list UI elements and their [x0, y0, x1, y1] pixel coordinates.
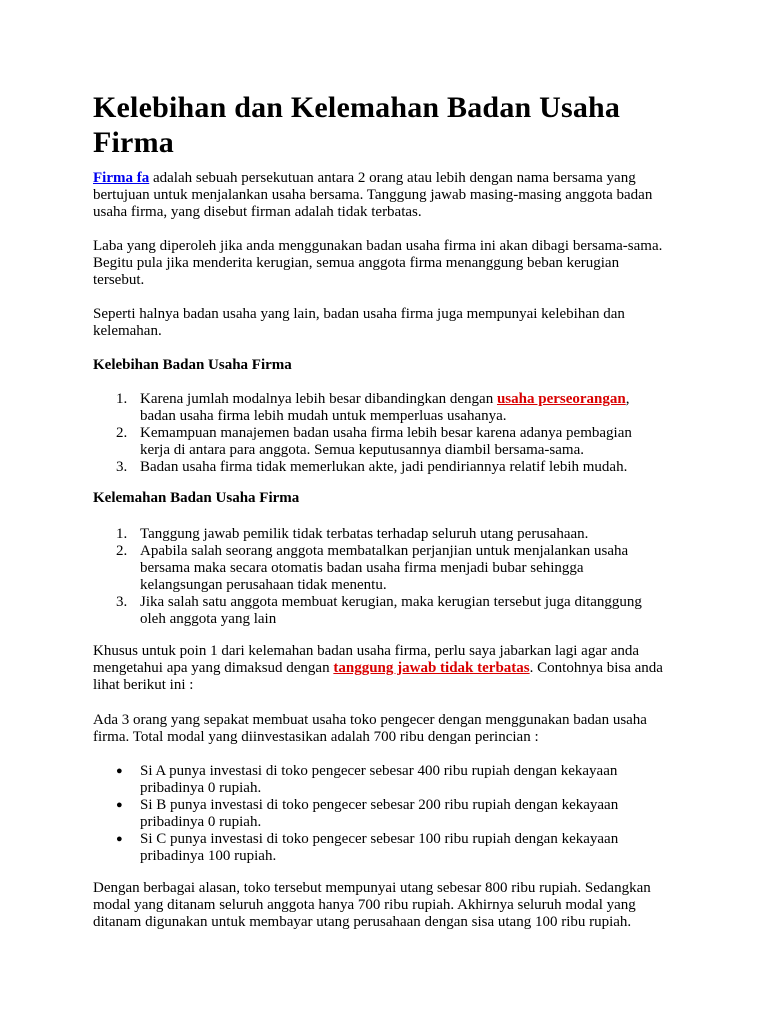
- intro-paragraph: [93, 170, 663, 221]
- bullet-item-3: [93, 831, 663, 865]
- khusus-text-after: . Contohnya bisa anda lihat berikut ini :: [93, 660, 663, 693]
- list-number: 3.: [116, 459, 128, 475]
- kelebihan-item-2: [93, 425, 663, 459]
- firma-link[interactable]: Firma fa: [93, 170, 150, 186]
- tanggung-jawab-link[interactable]: tanggung jawab tidak terbatas: [333, 660, 530, 676]
- seperti-paragraph: Seperti halnya badan usaha yang lain, badan usaha firma juga mempunyai kelebihan dan kelemahan.: [93, 306, 625, 339]
- bullet-item-2: [93, 797, 663, 831]
- kelebihan-item-1: [93, 391, 663, 425]
- list-item-text: Badan usaha firma tidak memerlukan akte, jadi pendiriannya relatif lebih mudah.: [140, 459, 628, 475]
- kelebihan-item-3: [93, 459, 663, 476]
- kelemahan-item-3: [93, 594, 663, 628]
- bullet-item-1: [93, 763, 663, 797]
- list-item-text: Tanggung jawab pemilik tidak terbatas terhadap seluruh utang perusahaan.: [140, 526, 589, 542]
- dengan-paragraph: Dengan berbagai alasan, toko tersebut mempunyai utang sebesar 800 ribu rupiah. Sedangkan modal yang ditanam seluruh anggota hanya 700 ribu rupiah. Akhirnya seluruh modal yang ditanam digunakan untuk membayar utang perusahaan dengan sisa utang 100 ribu rupiah.: [93, 880, 651, 930]
- list-number: 1.: [116, 391, 128, 407]
- list-number: 2.: [116, 425, 128, 441]
- list-number: 3.: [116, 594, 128, 610]
- list-item-text: Si C punya investasi di toko pengecer sebesar 100 ribu rupiah dengan kekayaan pribadinya 100 rupiah.: [140, 831, 619, 864]
- item-text-before: Karena jumlah modalnya lebih besar dibandingkan dengan: [140, 391, 497, 407]
- page-title: Kelebihan dan Kelemahan Badan Usaha Firma: [93, 91, 621, 159]
- list-item-text: Apabila salah seorang anggota membatalkan perjanjian untuk menjalankan usaha bersama maka secara otomatis badan usaha firma menjadi bubar sehingga kelangsungan perusahaan tidak menentu.: [140, 543, 629, 593]
- ada-paragraph: Ada 3 orang yang sepakat membuat usaha toko pengecer dengan menggunakan badan usaha firma. Total modal yang diinvestasikan adalah 700 ribu dengan perincian :: [93, 712, 647, 745]
- kelemahan-item-1: [93, 526, 663, 543]
- bullet-icon: ●: [116, 833, 123, 845]
- list-item-text: Si A punya investasi di toko pengecer sebesar 400 ribu rupiah dengan kekayaan pribadinya 0 rupiah.: [140, 763, 618, 796]
- intro-text: adalah sebuah persekutuan antara 2 orang atau lebih dengan nama bersama yang bertujuan untuk menjalankan usaha bersama. Tanggung jawab masing-masing anggota badan usaha firma, yang disebut firman adalah tidak terbatas.: [93, 170, 653, 220]
- laba-paragraph: Laba yang diperoleh jika anda menggunakan badan usaha firma ini akan dibagi bersama-sama. Begitu pula jika menderita kerugian, semua anggota firma menanggung beban kerugian tersebut.: [93, 238, 663, 288]
- item-text-after: , badan usaha firma lebih mudah untuk memperluas usahanya.: [140, 391, 630, 424]
- list-item-text: Kemampuan manajemen badan usaha firma lebih besar karena adanya pembagian kerja di antara para anggota. Semua keputusannya diambil bersama-sama.: [140, 425, 632, 458]
- kelemahan-item-2: [93, 543, 663, 594]
- kelebihan-heading: Kelebihan Badan Usaha Firma: [93, 357, 292, 373]
- usaha-perseorangan-link[interactable]: usaha perseorangan: [496, 391, 626, 407]
- list-item-text: Jika salah satu anggota membuat kerugian, maka kerugian tersebut juga ditanggung oleh anggota yang lain: [140, 594, 642, 627]
- bullet-icon: ●: [116, 799, 123, 811]
- list-item-text: [140, 391, 660, 425]
- list-number: 1.: [116, 526, 128, 542]
- list-item-text: Si B punya investasi di toko pengecer sebesar 200 ribu rupiah dengan kekayaan pribadinya 0 rupiah.: [140, 797, 619, 830]
- khusus-paragraph: [93, 643, 663, 694]
- list-number: 2.: [116, 543, 128, 559]
- khusus-text-before: Khusus untuk poin 1 dari kelemahan badan usaha firma, perlu saya jabarkan lagi agar anda mengetahui apa yang dimaksud dengan: [93, 643, 640, 676]
- bullet-icon: ●: [116, 765, 123, 777]
- kelemahan-heading: Kelemahan Badan Usaha Firma: [93, 490, 300, 506]
